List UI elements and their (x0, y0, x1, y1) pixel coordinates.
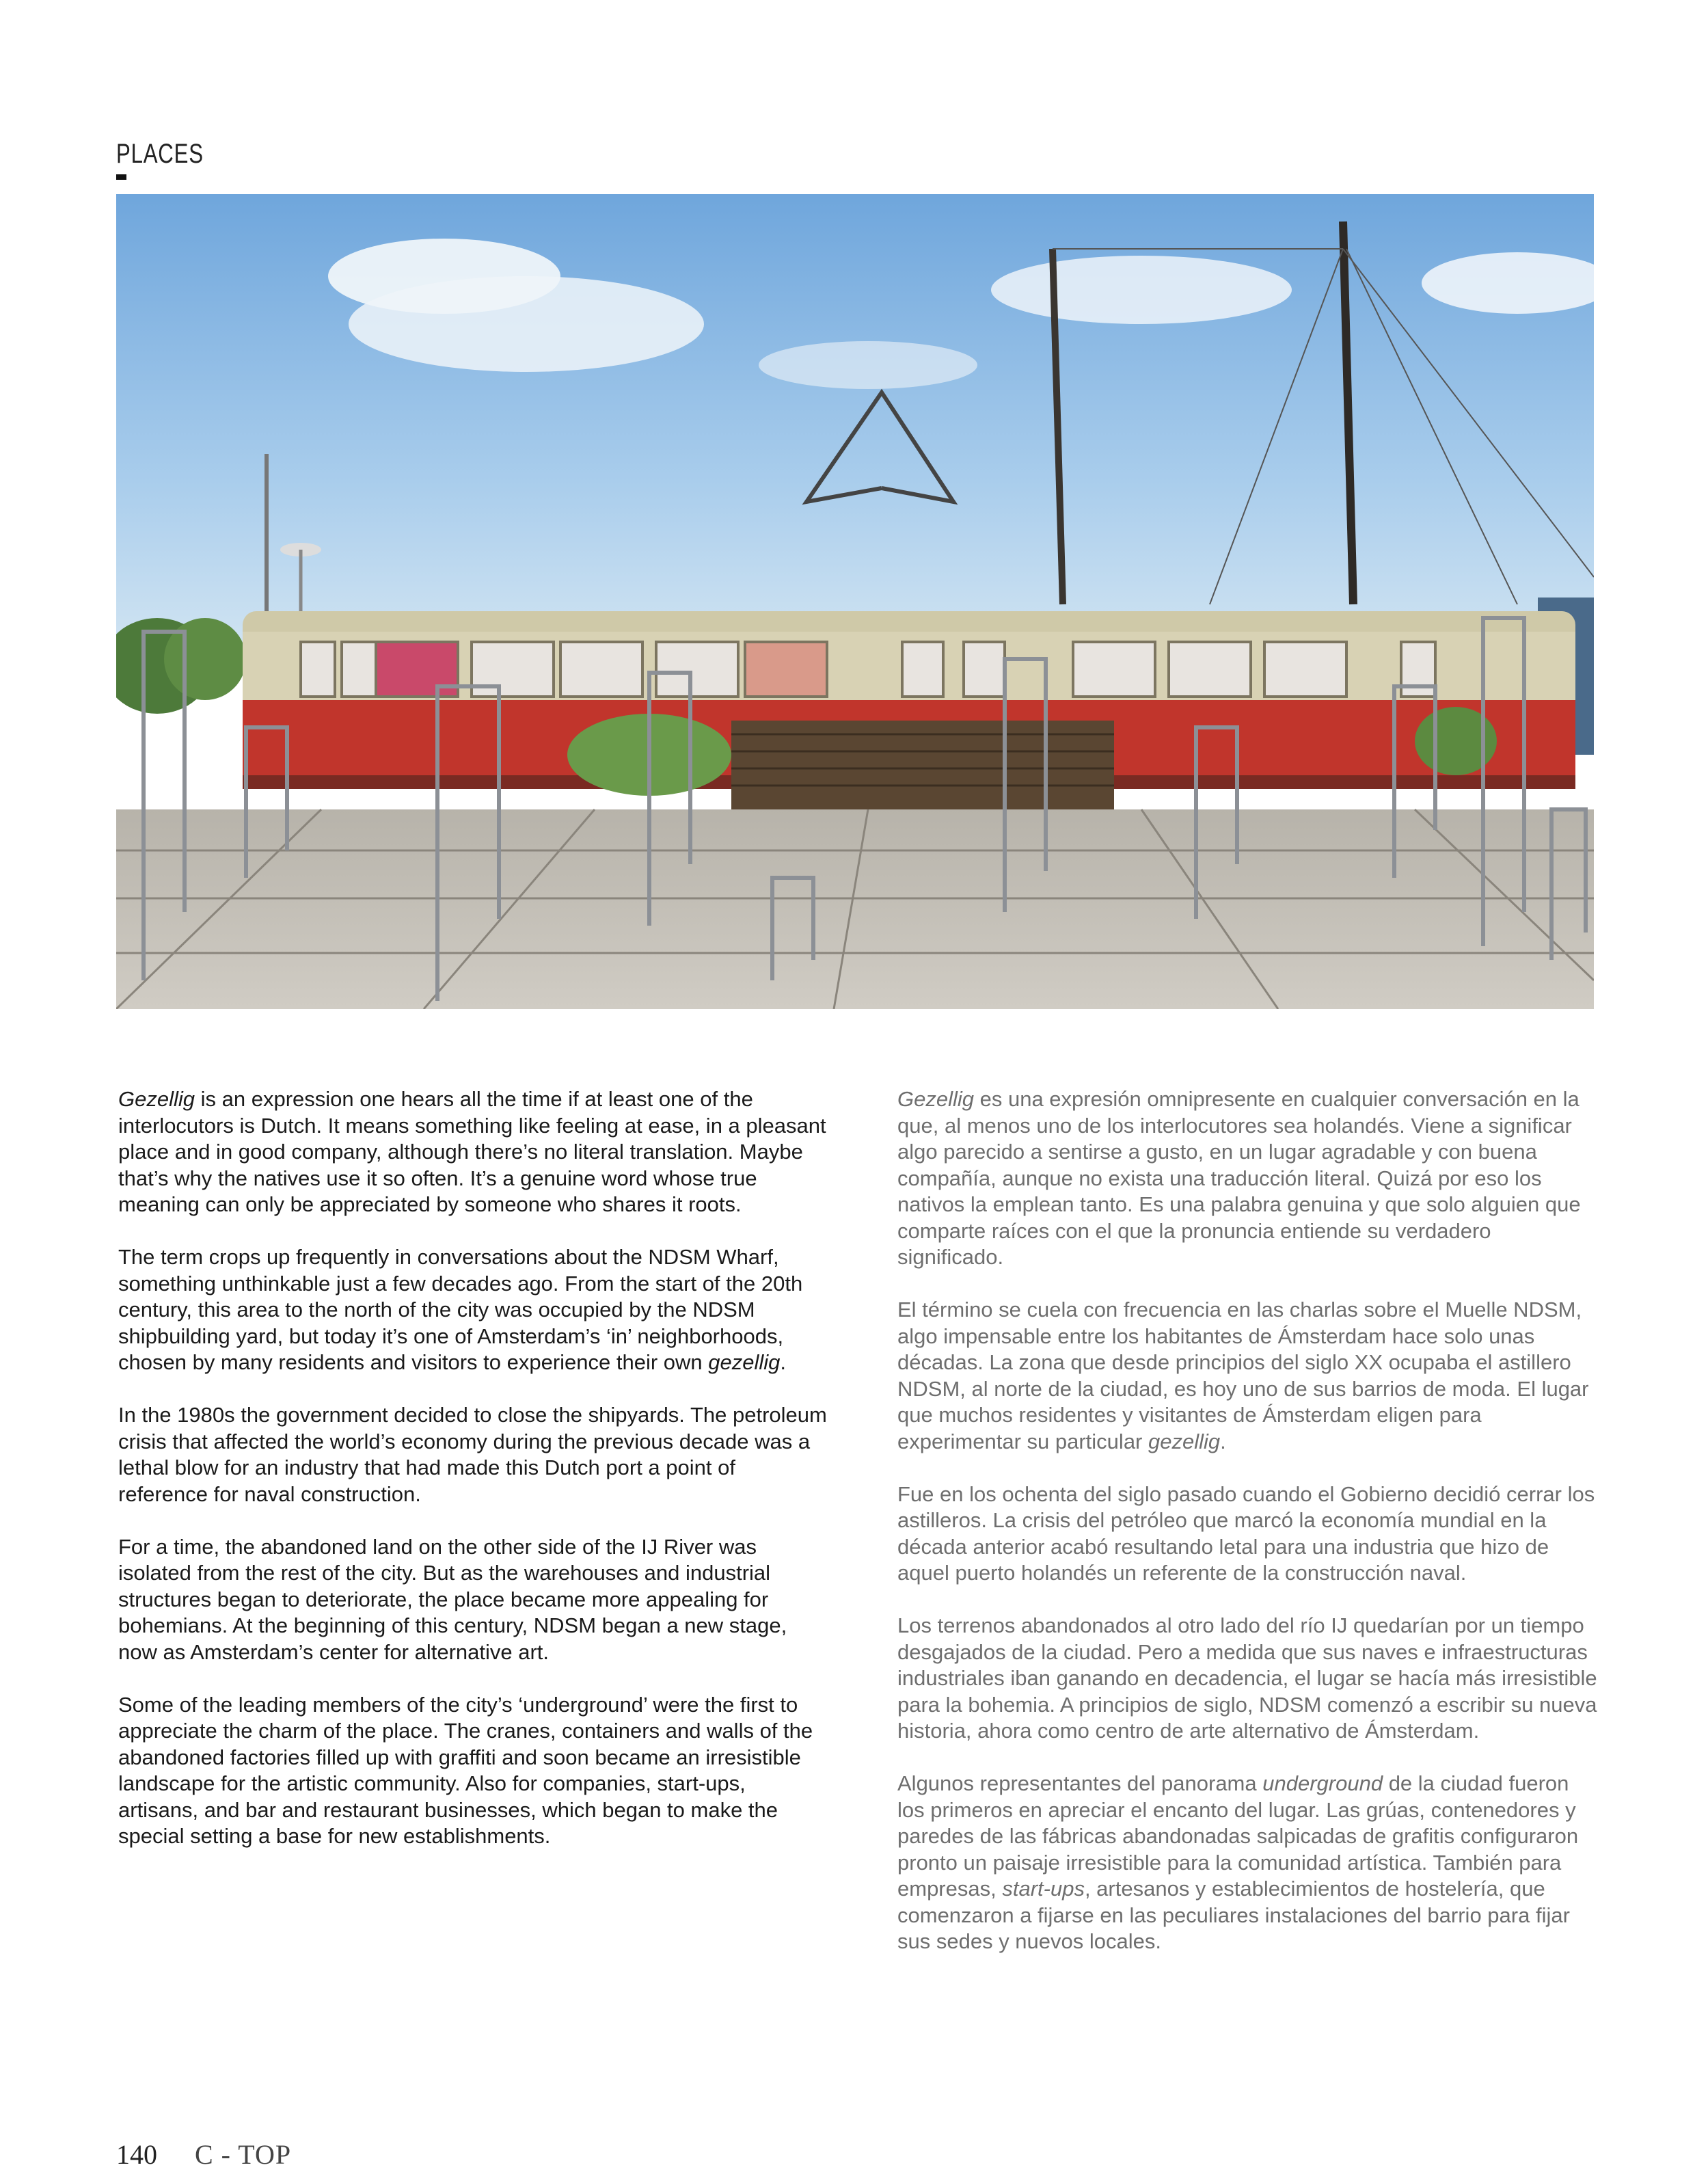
english-paragraph-4: For a time, the abandoned land on the other side of the IJ River was isolated from the rest of the city. But as the warehouses and industrial structures began to deteriorate, the place became more appealing for bohemians. At the beginning of this century, NDSM began a new stage, now as Amsterdam’s center for alternative art. (118, 1534, 787, 1664)
section-marker (116, 174, 126, 180)
english-paragraph-2: The term crops up frequently in conversations about the NDSM Wharf, something unthinkable just a few decades ago. From the start of the 20th century, this area to the north of the city was occupied by the NDSM shipbuilding yard, but today it’s one of Amsterdam’s ‘in’ neighborhoods, chosen by many residents and visitors to experience their own gezellig. (118, 1245, 803, 1374)
english-column (118, 1086, 829, 1876)
page-number: 140 (116, 2139, 157, 2170)
magazine-brand: C - TOP (195, 2139, 292, 2170)
spanish-paragraph-5: Algunos representantes del panorama underground de la ciudad fueron los primeros en apreciar el encanto del lugar. Las grúas, contenedores y paredes de las fábricas abandonadas salpicadas de grafitis configuraron pronto un paisaje irresistible para la comunidad artística. También para empresas, start-ups, artesanos y establecimientos de hostelería, que comenzaron a fijarse en las peculiares instalaciones del barrio para fijar sus sedes y nuevos locales. (897, 1771, 1579, 1953)
spanish-paragraph-2: El término se cuela con frecuencia en las charlas sobre el Muelle NDSM, algo impensable entre los habitantes de Ámsterdam hace solo unas décadas. La zona que desde principios del siglo XX ocupaba el astillero NDSM, al norte de la ciudad, es hoy uno de sus barrios de moda. El lugar que muchos residentes y visitantes de Ámsterdam eligen para experimentar su particular gezellig. (897, 1298, 1589, 1453)
spanish-paragraph-1: Gezellig es una expresión omnipresente en cualquier conversación en la que, al menos uno de los interlocutores sea holandés. Viene a significar algo parecido a sentirse a gusto, en un lugar agradable y con buena compañía, aunque no exista una traducción literal. Quizá por eso los nativos la emplean tanto. Es una palabra genuina y que solo alguien que comparte raíces con el que la pronuncia entiende su verdadero significado. (897, 1087, 1581, 1269)
spanish-paragraph-3: Fue en los ochenta del siglo pasado cuando el Gobierno decidió cerrar los astilleros. La crisis del petróleo que marcó la economía mundial en la década anterior acabó resultando letal para una industria que hizo de aquel puerto holandés un referente de la construcción naval. (897, 1481, 1595, 1585)
section-label: PLACES (116, 139, 204, 169)
english-paragraph-3: In the 1980s the government decided to close the shipyards. The petroleum crisis that affected the world’s economy during the previous decade was a lethal blow for an industry that had made this Dutch port a point of reference for naval construction. (118, 1403, 827, 1506)
english-paragraph-5: Some of the leading members of the city’s ‘underground’ were the first to appreciate the charm of the place. The cranes, containers and walls of the abandoned factories filled up with graffiti and soon became an irresistible landscape for the artistic community. Also for companies, start-ups, artisans, and bar and restaurant businesses, which began to make the special setting a base for new establishments. (118, 1692, 813, 1848)
term-gezellig: gezellig (1148, 1429, 1221, 1453)
term-gezellig: gezellig (708, 1350, 781, 1374)
english-paragraph-1: Gezellig is an expression one hears all the time if at least one of the interlocutors is Dutch. It means something like feeling at ease, in a pleasant place and in good company, although there’s no literal translation. Maybe that’s why the natives use it so often. It’s a genuine word whose true meaning can only be appreciated by someone who shares it roots. (118, 1087, 826, 1216)
term-start-ups: start-ups (1002, 1877, 1085, 1901)
term-gezellig: Gezellig (118, 1087, 195, 1111)
term-gezellig: Gezellig (897, 1087, 974, 1111)
spanish-paragraph-4: Los terrenos abandonados al otro lado del río IJ quedarían por un tiempo desgajados de la ciudad. Pero a medida que sus naves e infraestructuras industriales iban ganando en decadencia, el lugar se hacía más irresistible para la bohemia. A principios de siglo, NDSM comenzó a escribir su nueva historia, ahora como centro de arte alternativo de Ámsterdam. (897, 1613, 1597, 1743)
hero-photo (116, 194, 1594, 1009)
term-underground: underground (1262, 1771, 1383, 1795)
spanish-column (897, 1086, 1601, 1981)
